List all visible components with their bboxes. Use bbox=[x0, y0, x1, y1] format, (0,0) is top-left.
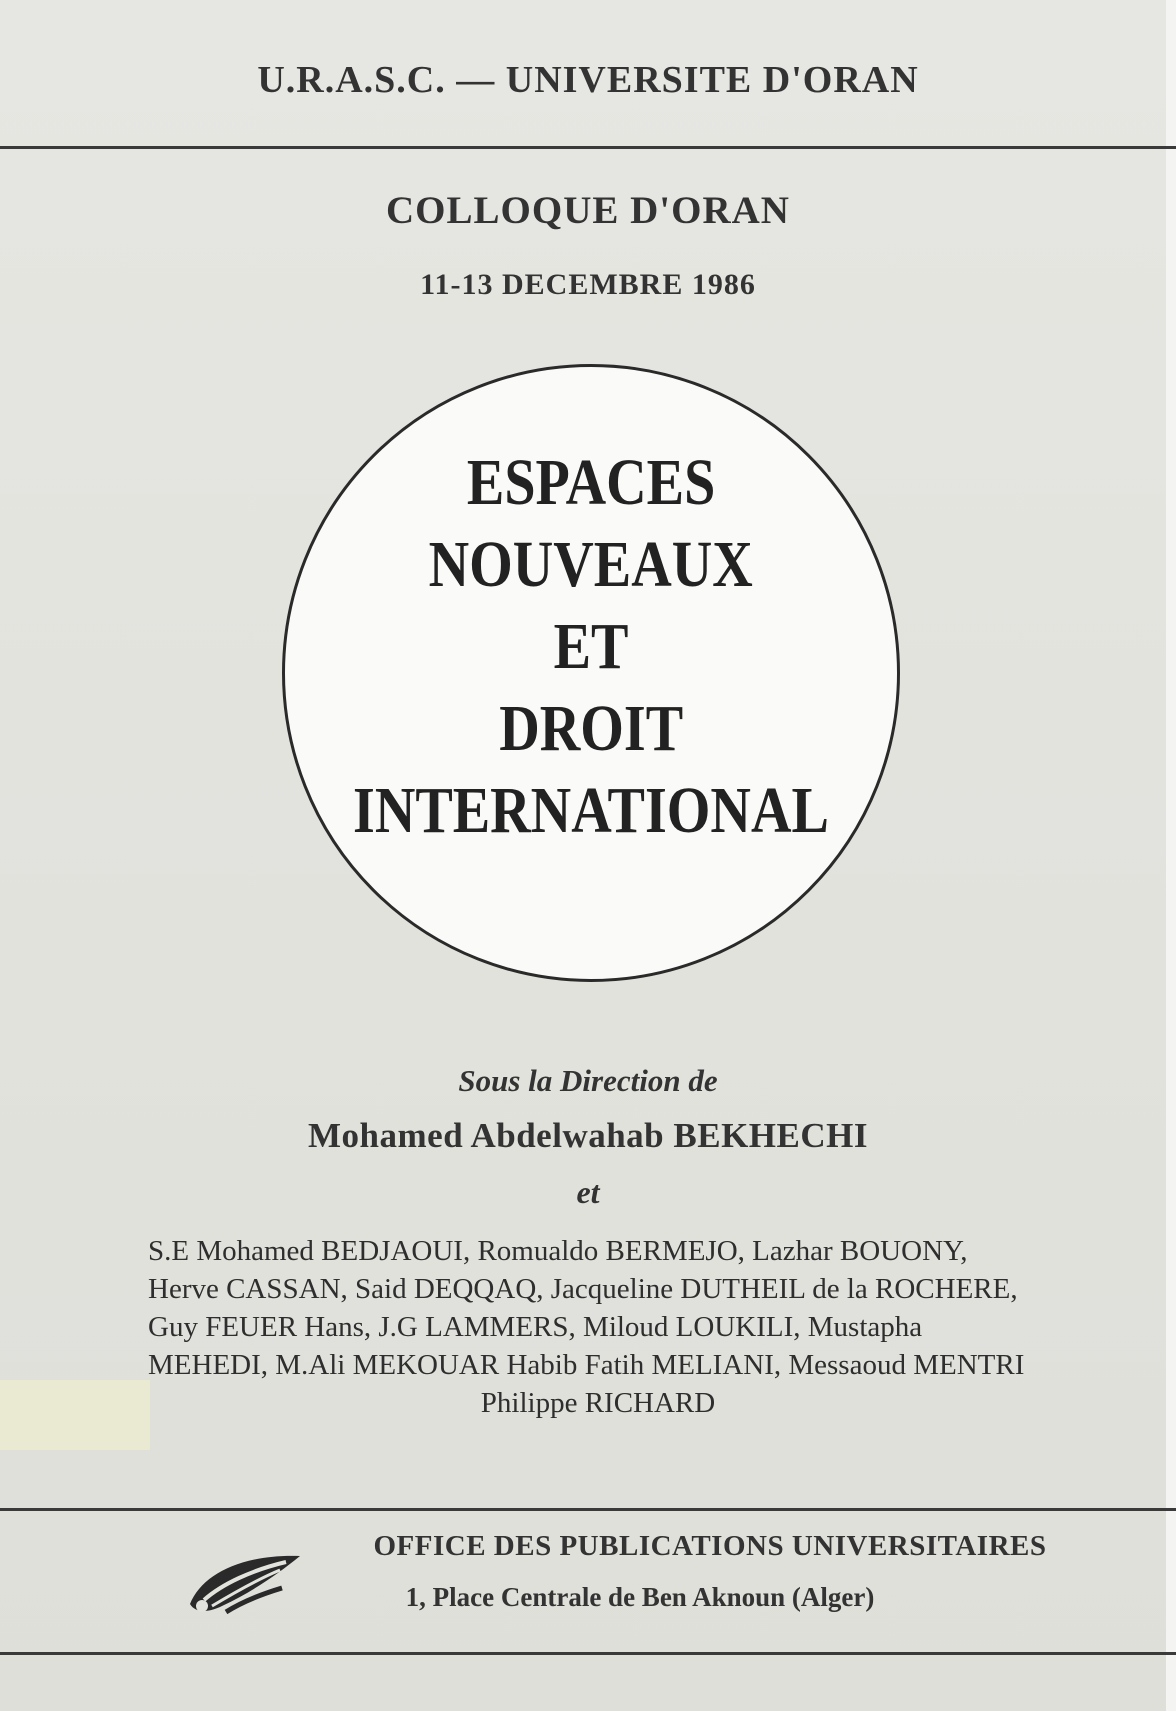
title-line: DROIT bbox=[499, 692, 683, 765]
institution-name: U.R.A.S.C. — UNIVERSITE D'ORAN bbox=[257, 59, 919, 101]
contributor-line: MEHEDI, M.Ali MEKOUAR Habib Fatih MELIANI, Messaoud MENTRI bbox=[148, 1349, 1025, 1381]
publisher-top-divider bbox=[0, 1508, 1176, 1511]
direction-label: Sous la Direction de bbox=[458, 1063, 718, 1098]
publisher-name: OFFICE DES PUBLICATIONS UNIVERSITAIRES bbox=[373, 1530, 1047, 1562]
event-dates: 11-13 DECEMBRE 1986 bbox=[420, 268, 756, 301]
top-divider bbox=[0, 146, 1176, 149]
contributor-line: Herve CASSAN, Said DEQQAQ, Jacqueline DUTHEIL de la ROCHERE, bbox=[148, 1273, 1018, 1305]
page-edge bbox=[1166, 0, 1176, 1711]
title-line: INTERNATIONAL bbox=[353, 774, 829, 847]
title-line: NOUVEAUX bbox=[428, 528, 754, 601]
contributor-line: Philippe RICHARD bbox=[480, 1387, 716, 1419]
conjunction: et bbox=[576, 1174, 600, 1210]
title-line: ET bbox=[553, 610, 629, 683]
book-title bbox=[282, 442, 900, 852]
title-line: ESPACES bbox=[466, 446, 716, 519]
contributor-line: Guy FEUER Hans, J.G LAMMERS, Miloud LOUKILI, Mustapha bbox=[148, 1311, 923, 1343]
publisher-logo-icon bbox=[182, 1544, 312, 1624]
publisher-address: 1, Place Centrale de Ben Aknoun (Alger) bbox=[405, 1582, 875, 1612]
bottom-divider bbox=[0, 1652, 1176, 1655]
editor-name: Mohamed Abdelwahab BEKHECHI bbox=[308, 1116, 868, 1155]
event-name: COLLOQUE D'ORAN bbox=[386, 189, 790, 232]
contributor-line: S.E Mohamed BEDJAOUI, Romualdo BERMEJO, Lazhar BOUONY, bbox=[148, 1235, 968, 1267]
library-sticker bbox=[0, 1380, 150, 1450]
contributors-list bbox=[148, 1232, 1048, 1422]
